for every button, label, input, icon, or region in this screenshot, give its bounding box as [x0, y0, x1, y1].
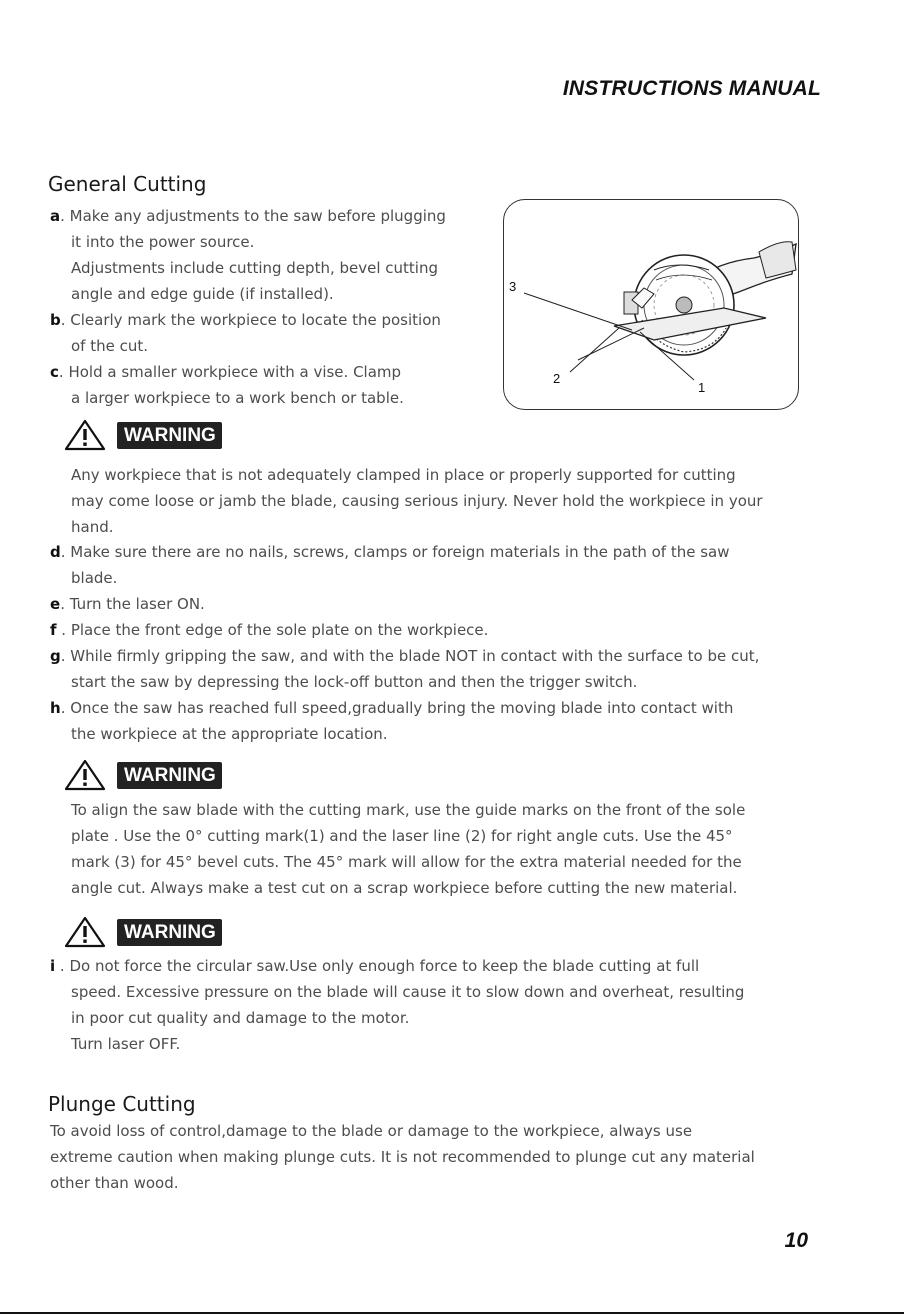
callout-1: 1	[698, 380, 706, 395]
step-i-line-3: in poor cut quality and damage to the motor.	[71, 1009, 410, 1027]
step-marker-d: d	[50, 543, 61, 561]
step-e-line-1: e. Turn the laser ON.	[50, 595, 205, 613]
warning-2-line-3: mark (3) for 45° bevel cuts. The 45° mark will allow for the extra material needed for the	[71, 853, 742, 871]
step-marker-g: g	[50, 647, 61, 665]
plunge-line-3: other than wood.	[50, 1174, 179, 1192]
step-marker-e: e	[50, 595, 61, 613]
step-marker-i: i	[50, 957, 56, 975]
warning-2-line-4: angle cut. Always make a test cut on a scrap workpiece before cutting the new material.	[71, 879, 738, 897]
warning-triangle-icon	[63, 915, 107, 949]
warning-banner-1	[63, 418, 222, 452]
step-marker-a: a	[50, 207, 61, 225]
step-a-line-1: a. Make any adjustments to the saw before plugging	[50, 207, 446, 225]
section-title-general-cutting: General Cutting	[48, 172, 207, 196]
step-g-line-1: g. While firmly gripping the saw, and with the blade NOT in contact with the surface to be cut,	[50, 647, 760, 665]
step-b-line-1: b. Clearly mark the workpiece to locate the position	[50, 311, 441, 329]
warning-2-line-1: To align the saw blade with the cutting mark, use the guide marks on the front of the sole	[71, 801, 746, 819]
warning-1-line-3: hand.	[71, 518, 114, 536]
circular-saw-illustration	[504, 200, 800, 411]
warning-banner-3	[63, 915, 222, 949]
warning-label: WARNING	[117, 919, 222, 946]
saw-diagram	[503, 199, 799, 410]
warning-2-line-2: plate . Use the 0° cutting mark(1) and the laser line (2) for right angle cuts. Use the 45°	[71, 827, 733, 845]
step-a-line-4: angle and edge guide (if installed).	[71, 285, 334, 303]
step-i-line-1: i . Do not force the circular saw.Use only enough force to keep the blade cutting at full	[50, 957, 700, 975]
step-marker-c: c	[50, 363, 59, 381]
step-c-line-2: a larger workpiece to a work bench or table.	[71, 389, 404, 407]
warning-label: WARNING	[117, 422, 222, 449]
step-marker-f: f	[50, 621, 57, 639]
warning-triangle-icon	[63, 758, 107, 792]
callout-3: 3	[509, 279, 517, 294]
plunge-line-2: extreme caution when making plunge cuts. It is not recommended to plunge cut any material	[50, 1148, 755, 1166]
warning-1-line-1: Any workpiece that is not adequately clamped in place or properly supported for cutting	[71, 466, 736, 484]
step-i-line-2: speed. Excessive pressure on the blade will cause it to slow down and overheat, resulting	[71, 983, 745, 1001]
section-title-plunge-cutting: Plunge Cutting	[48, 1092, 196, 1116]
warning-triangle-icon	[63, 418, 107, 452]
step-h-line-2: the workpiece at the appropriate location.	[71, 725, 388, 743]
step-f-line-1: f . Place the front edge of the sole plate on the workpiece.	[50, 621, 489, 639]
manual-title: INSTRUCTIONS MANUAL	[562, 77, 821, 100]
step-d-line-1: d. Make sure there are no nails, screws, clamps or foreign materials in the path of the saw	[50, 543, 730, 561]
step-marker-h: h	[50, 699, 61, 717]
footer-rule	[0, 1312, 904, 1314]
warning-banner-2	[63, 758, 222, 792]
step-a-line-2: it into the power source.	[71, 233, 255, 251]
step-h-line-1: h. Once the saw has reached full speed,gradually bring the moving blade into contact with	[50, 699, 734, 717]
step-g-line-2: start the saw by depressing the lock-off button and then the trigger switch.	[71, 673, 638, 691]
step-b-line-2: of the cut.	[71, 337, 149, 355]
callout-2: 2	[553, 371, 561, 386]
step-i-line-4: Turn laser OFF.	[71, 1035, 181, 1053]
step-c-line-1: c. Hold a smaller workpiece with a vise. Clamp	[50, 363, 402, 381]
step-a-line-3: Adjustments include cutting depth, bevel cutting	[71, 259, 438, 277]
step-marker-b: b	[50, 311, 61, 329]
page-number: 10	[784, 1229, 808, 1252]
step-d-line-2: blade.	[71, 569, 118, 587]
plunge-line-1: To avoid loss of control,damage to the blade or damage to the workpiece, always use	[50, 1122, 693, 1140]
warning-1-line-2: may come loose or jamb the blade, causing serious injury. Never hold the workpiece in your	[71, 492, 763, 510]
warning-label: WARNING	[117, 762, 222, 789]
